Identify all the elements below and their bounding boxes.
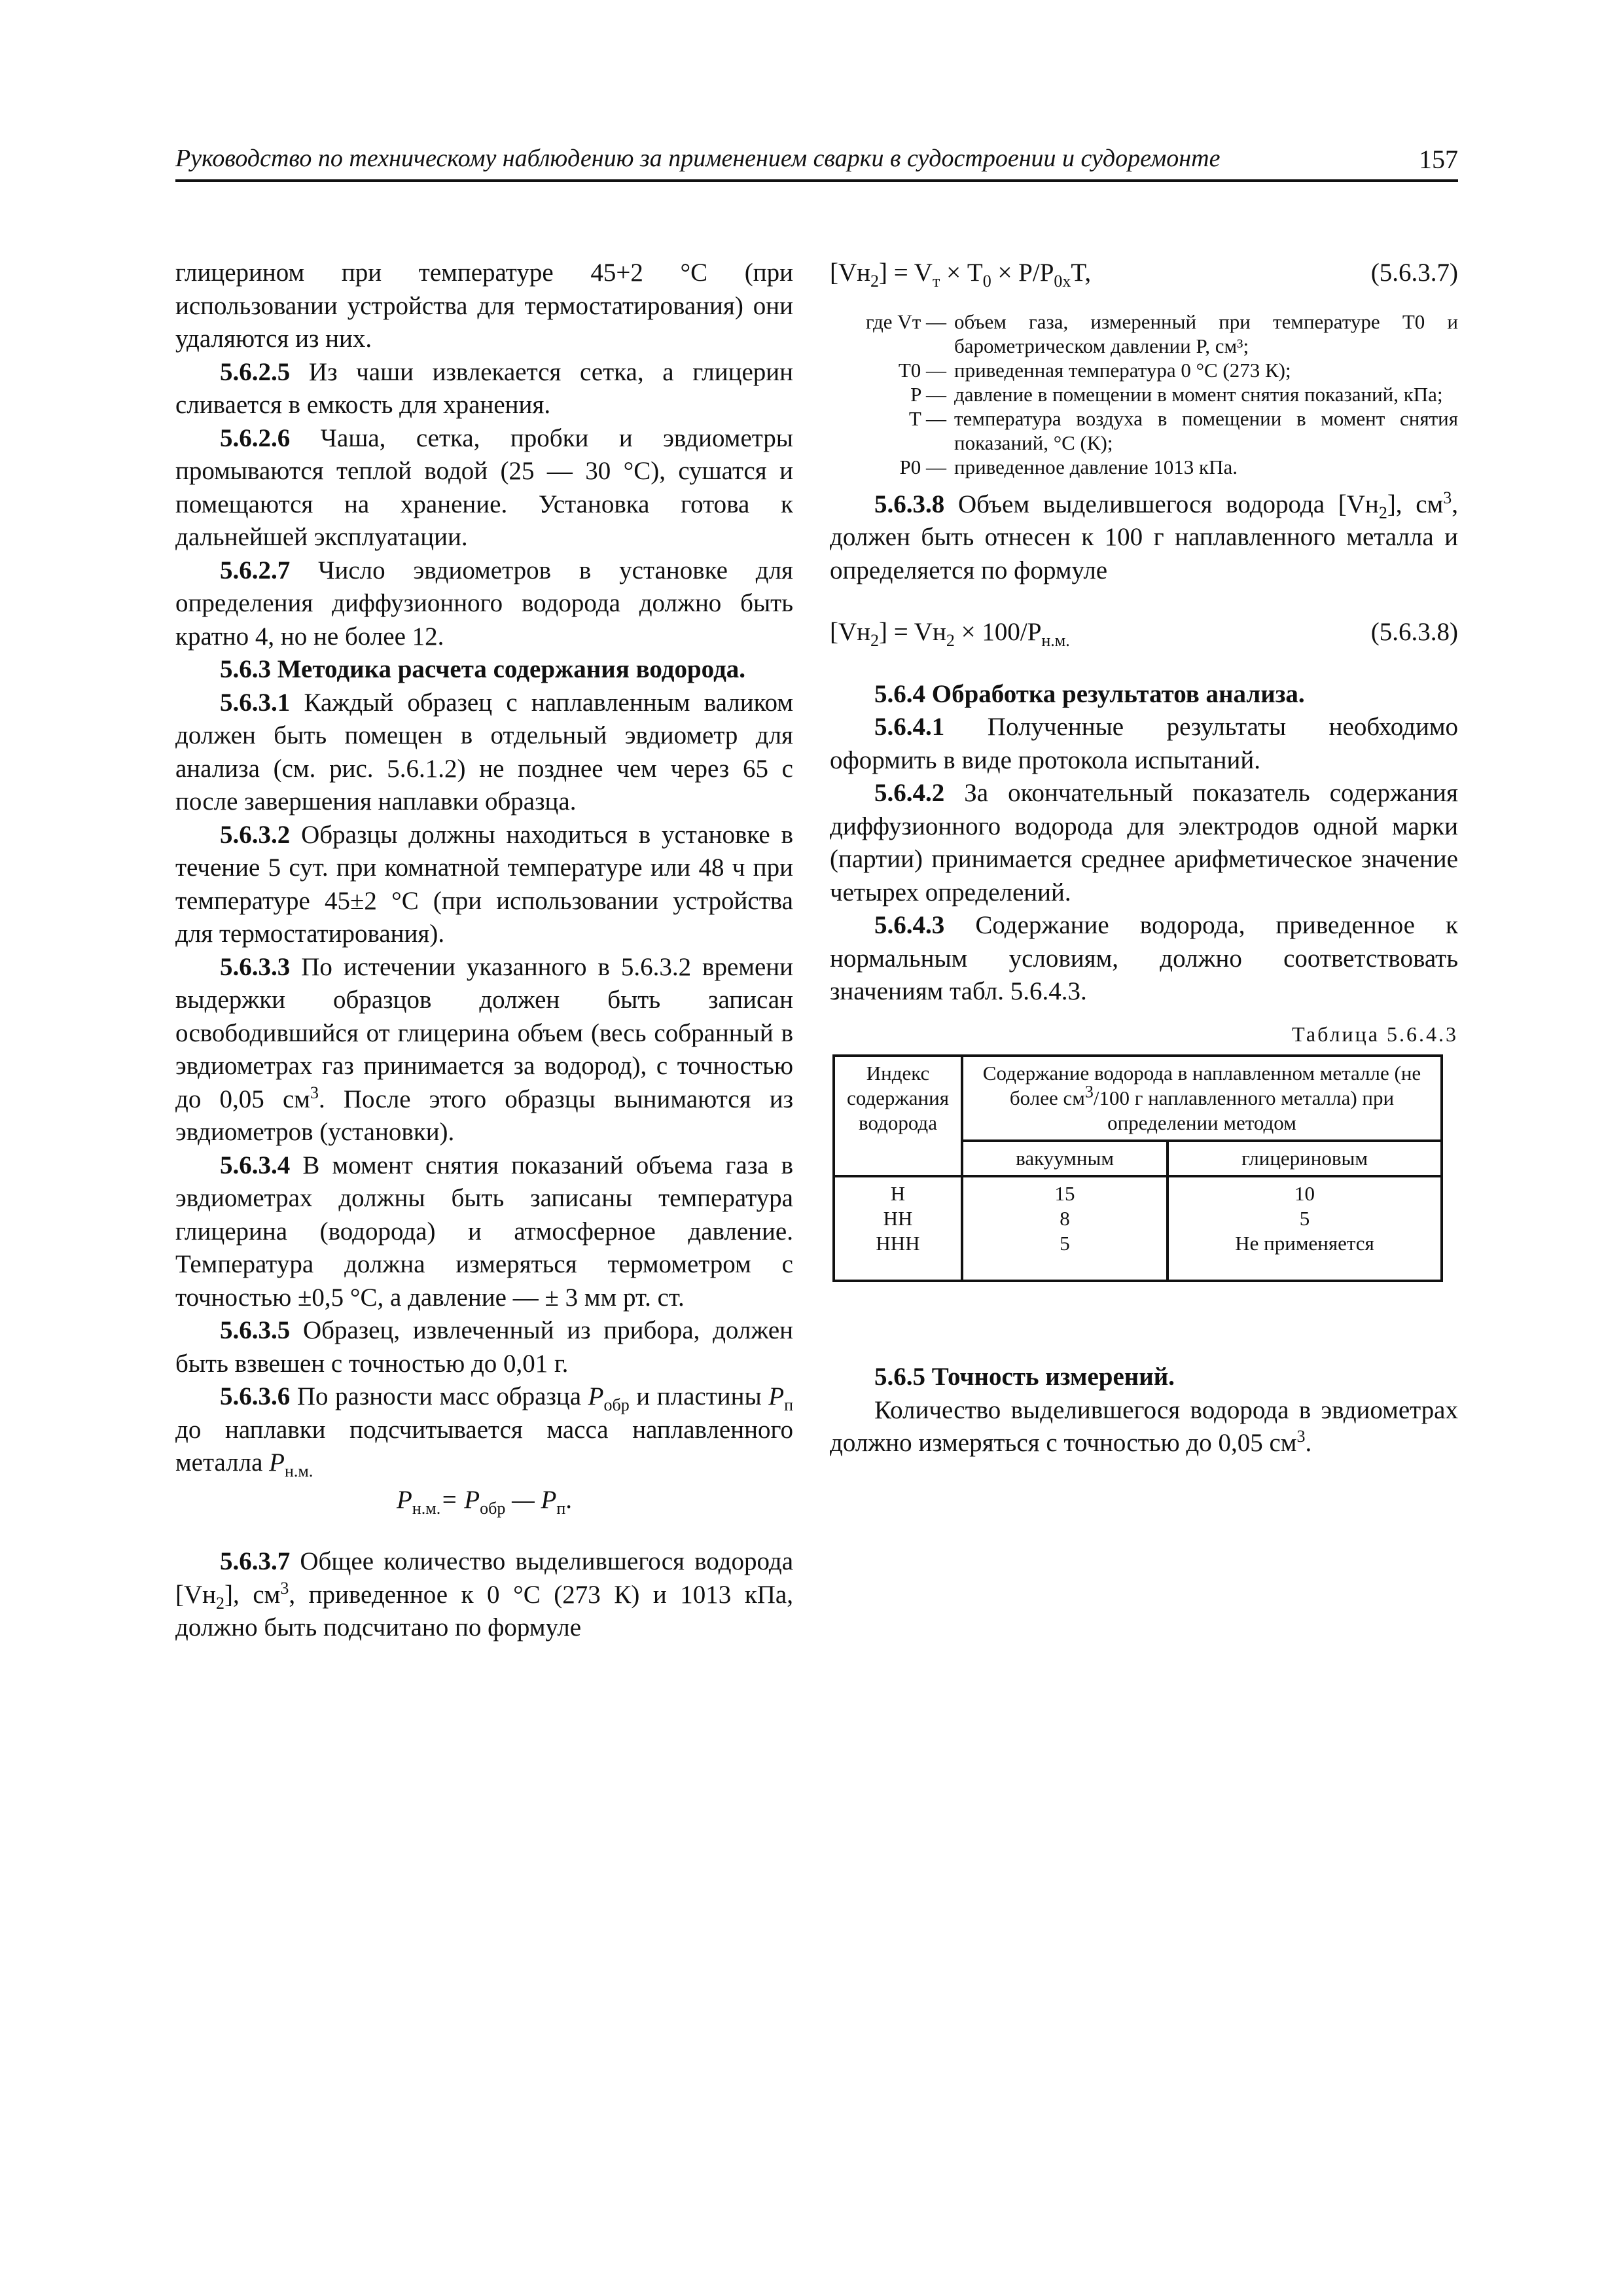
section-heading: 5.6.4 Обработка результатов анализа. xyxy=(874,679,1305,708)
clause-number: 5.6.2.7 xyxy=(220,556,291,584)
paragraph: 5.6.4.2 За окончательный показатель содержания диффузионного водорода для электродов одной марки (партии) принимается среднее арифметическое значение четырех определений. xyxy=(830,779,1458,906)
clause-number: 5.6.3.8 xyxy=(874,490,945,518)
clause-number: 5.6.3.1 xyxy=(220,688,291,717)
formula-number: (5.6.3.8) xyxy=(1370,618,1458,646)
paragraph: 5.6.2.6 Чаша, сетка, пробки и эвдиометры промываются теплой водой (25 — 30 °С), сушатся и помещаются на хранение. Установка готова к дальнейшей эксплуатации. xyxy=(175,423,793,551)
paragraph: 5.6.3.4 В момент снятия показаний объема газа в эвдиометрах должны быть записаны температура глицерина (водорода) и атмосферное давление. Температура должна измеряться термометром с точностью ±0,5 °С, а давление — ± 3 мм рт. ст. xyxy=(175,1151,793,1312)
table-cell: Н НН ННН xyxy=(834,1176,962,1281)
paragraph: 5.6.4.3 Содержание водорода, приведенное к нормальным условиям, должно соответствовать значениям табл. 5.6.4.3. xyxy=(830,911,1458,1005)
section-heading: 5.6.3 Методика расчета содержания водорода. xyxy=(220,655,746,683)
table-cell: 15 8 5 xyxy=(962,1176,1168,1281)
paragraph: 5.6.3.5 Образец, извлеченный из прибора, должен быть взвешен с точностью до 0,01 г. xyxy=(175,1316,793,1378)
table-header: Индекс содержания водорода xyxy=(834,1056,962,1176)
paragraph: Количество выделившегося водорода в эвдиометрах должно измеряться с точностью до 0,05 $см^3$. xyxy=(830,1395,1458,1457)
definition-row: T0 — приведенная температура 0 °С (273 К); xyxy=(898,358,1291,382)
table-caption: Таблица 5.6.4.3 xyxy=(1292,1022,1458,1046)
hydrogen-table xyxy=(832,1054,1443,1282)
formula-number: (5.6.3.7) xyxy=(1370,259,1458,287)
clause-number: 5.6.3.7 xyxy=(220,1547,291,1575)
formula-5638: $[Vн_2] = Vн_2 \times 100/P_{н.м.}$ (5.6.3.8) xyxy=(830,616,1458,649)
paragraph: 5.6.3.8 Объем выделившегося водорода $[Vн_2]$, $см^3$, должен быть отнесен к 100 г наплавленного металла и определяется по формуле xyxy=(830,488,1458,584)
symbol-definitions xyxy=(830,310,1458,479)
paragraph: 5.6.3.3 По истечении указанного в 5.6.3.2 времени выдержки образцов должен быть записан освободившийся от глицерина объем (весь собранный в эвдиометрах газ принимается за водород), с точностью до 0,05 $см^3$. После этого образцы вынимаются из эвдиометров (установки). xyxy=(175,952,793,1146)
table-header: Содержание водорода в наплавленном металле (не более $см^3/100$ г наплавленного металла) при определении методом xyxy=(962,1056,1442,1141)
table-header: вакуумным xyxy=(962,1141,1168,1176)
formula-5637: $[Vн_2] = V_т \times T_0 \times P/P_{0х}T$, (5.6.3.7) xyxy=(830,257,1458,290)
section-heading: 5.6.5 Точность измерений. xyxy=(874,1363,1175,1391)
definition-row: где Vт — объем газа, измеренный при температуре T0 и барометрическом давлении P, см³; xyxy=(865,310,1458,357)
right-column xyxy=(830,257,1458,1460)
clause-number: 5.6.3.5 xyxy=(220,1316,291,1344)
definition-row: T — температура воздуха в помещении в момент снятия показаний, °С (К); xyxy=(908,406,1458,454)
page-number: 157 xyxy=(1419,145,1458,174)
paragraph: 5.6.3.2 Образцы должны находиться в установке в течение 5 сут. при комнатной температуре или 48 ч при температуре 45±2 °С (при использовании устройства для термостатирования). xyxy=(175,820,793,948)
clause-number: 5.6.3.2 xyxy=(220,820,291,849)
table-header: глицериновым xyxy=(1168,1141,1442,1176)
clause-number: 5.6.4.1 xyxy=(874,713,945,741)
paragraph: 5.6.2.5 Из чаши извлекается сетка, а глицерин сливается в емкость для хранения. xyxy=(175,357,793,419)
paragraph: глицерином при температуре 45+2 °С (при использовании устройства для термостатирования) они удаляются из них. xyxy=(175,259,793,353)
running-header xyxy=(175,143,1458,182)
table-cell: 10 5 Не применяется xyxy=(1168,1176,1442,1281)
clause-number: 5.6.4.3 xyxy=(874,911,945,939)
paragraph: 5.6.3.7 Общее количество выделившегося водорода $[Vн_2]$, $см^3$, приведенное к 0 °С (273 К) и 1013 кПа, должно быть подсчитано по формуле xyxy=(175,1547,793,1641)
clause-number: 5.6.2.6 xyxy=(220,423,291,452)
clause-number: 5.6.3.4 xyxy=(220,1151,291,1179)
definition-row: P0 — приведенное давление 1013 кПа. xyxy=(899,455,1238,478)
header-title: Руководство по техническому наблюдению за применением сварки в судостроении и судоремонте xyxy=(175,145,1221,172)
clause-number: 5.6.4.2 xyxy=(874,779,945,807)
definition-row: P — давление в помещении в момент снятия показаний, кПа; xyxy=(910,382,1443,406)
paragraph: 5.6.4.1 Полученные результаты необходимо оформить в виде протокола испытаний. xyxy=(830,713,1458,774)
formula-mass: $P_{н.м.}= P_{обр}$ — $P_п$. xyxy=(397,1485,572,1518)
left-column xyxy=(175,257,793,1645)
clause-number: 5.6.3.3 xyxy=(220,952,291,981)
clause-number: 5.6.3.6 xyxy=(220,1382,291,1410)
paragraph: 5.6.2.7 Число эвдиометров в установке для определения диффузионного водорода должно быть кратно 4, но не более 12. xyxy=(175,556,793,651)
paragraph: 5.6.3.1 Каждый образец с наплавленным валиком должен быть помещен в отдельный эвдиометр для анализа (см. рис. 5.6.1.2) не позднее чем через 65 с после завершения наплавки образца. xyxy=(175,688,793,816)
clause-number: 5.6.2.5 xyxy=(220,357,291,386)
paragraph: 5.6.3.6 По разности масс образца $P_{обр}$ и пластины $P_п$ до наплавки подсчитывается масса наплавленного металла $P_{н.м.}$ xyxy=(175,1382,793,1480)
